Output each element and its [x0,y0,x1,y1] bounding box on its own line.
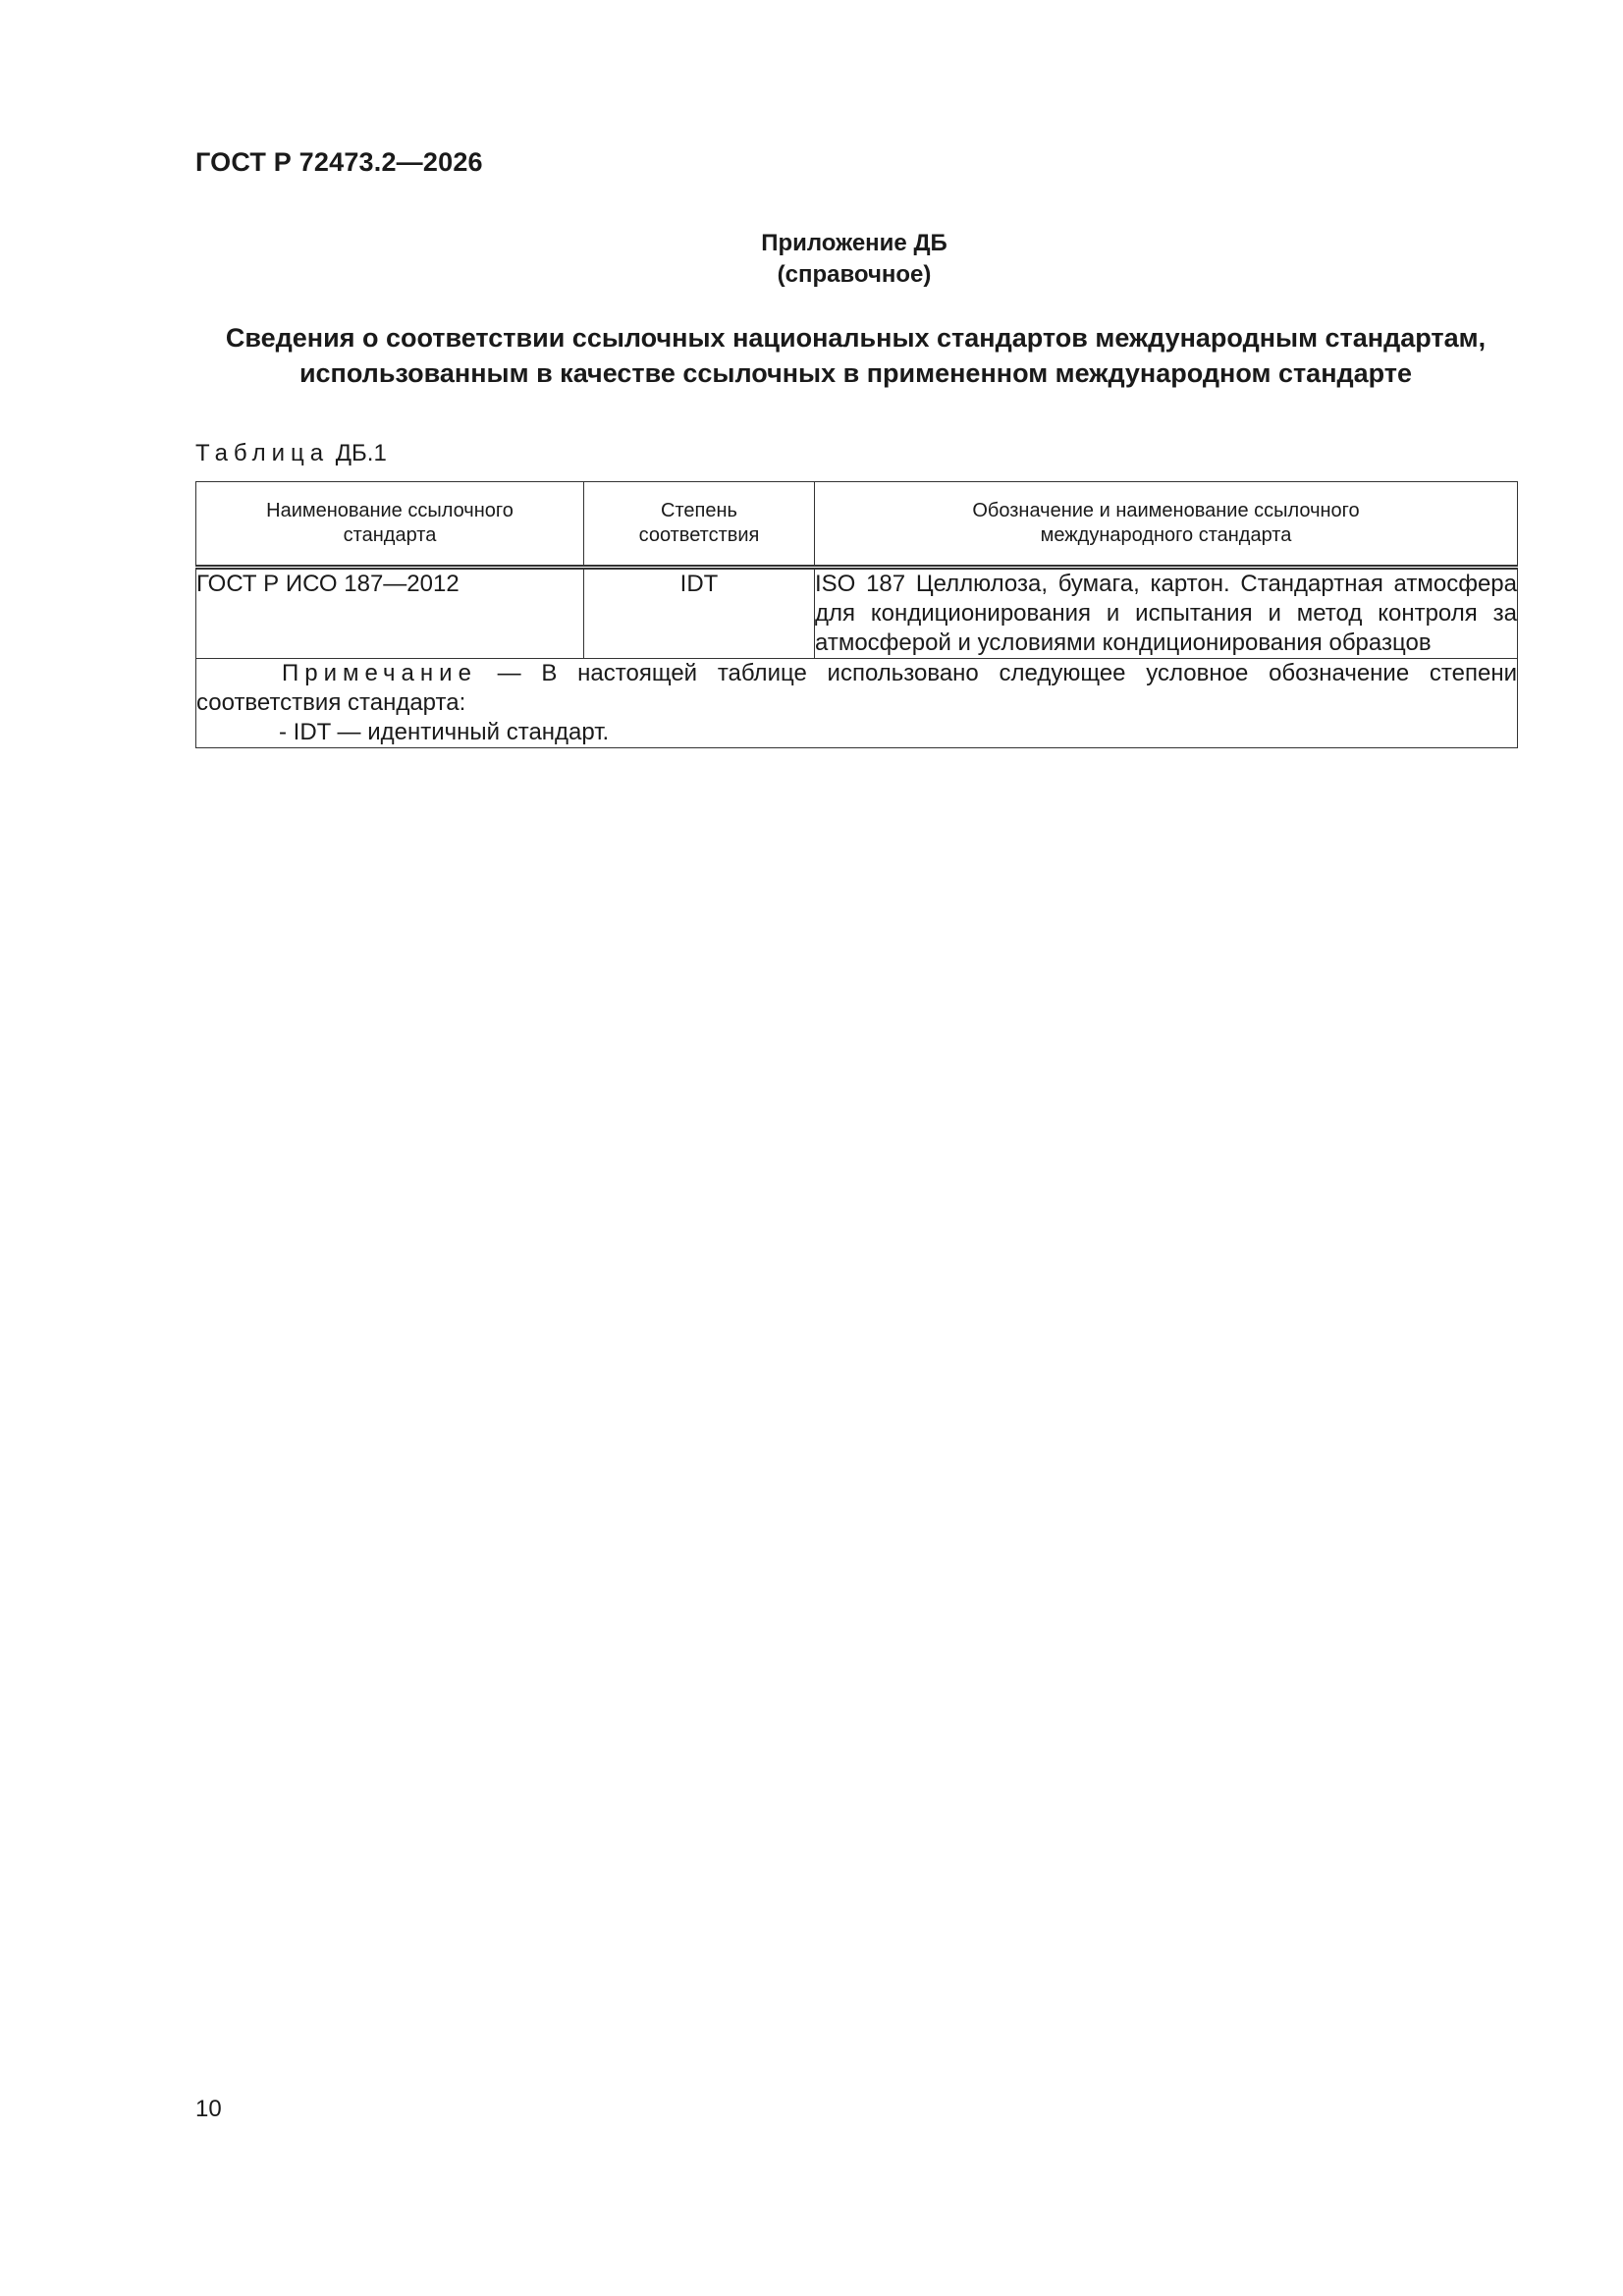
column-header-degree-line1: Степень [661,500,737,521]
table-caption [195,440,387,467]
table-note-row [196,659,1518,748]
cell-degree: IDT [584,568,815,659]
section-title-line1: Сведения о соответствии ссылочных национальных стандартов международным стандартам, [225,323,1487,353]
column-header-degree [584,482,815,568]
section-title [195,320,1516,391]
column-header-national-line1: Наименование ссылочного [266,500,514,521]
table-caption-label: Таблица [195,440,330,466]
column-header-degree-line2: соответствия [638,524,760,546]
appendix-title: Приложение ДБ [761,230,947,256]
note-list-item: - IDT — идентичный стандарт. [279,719,610,745]
reference-standards-table [195,481,1518,748]
section-title-line2: использованным в качестве ссылочных в примененном международном стандарте [298,358,1413,388]
table-header-row [196,482,1518,568]
note-paragraph [196,659,1517,718]
cell-national-standard: ГОСТ Р ИСО 187—2012 [196,568,584,659]
note-label: Примечание [282,660,477,686]
column-header-international-line2: международного стандарта [1040,524,1292,546]
table-note [196,659,1518,748]
table-caption-number: ДБ.1 [335,440,387,466]
column-header-national [196,482,584,568]
column-header-international-line1: Обозначение и наименование ссылочного [972,500,1360,521]
table-row [196,568,1518,659]
note-text: В настоящей таблице использовано следующее условное обозначение степени соответствия стандарта: [196,660,1517,716]
page-number: 10 [195,2096,222,2122]
appendix-heading [0,228,1623,291]
column-header-international [815,482,1518,568]
column-header-national-line2: стандарта [343,524,437,546]
document-code: ГОСТ Р 72473.2—2026 [195,147,483,177]
cell-international-standard: ISO 187 Целлюлоза, бумага, картон. Стандартная атмосфера для кондиционирования и испытания и метод контроля за атмосферой и условиями кондиционирования образцов [815,568,1518,659]
note-dash: — [497,660,521,686]
appendix-subtitle: (справочное) [777,261,932,288]
